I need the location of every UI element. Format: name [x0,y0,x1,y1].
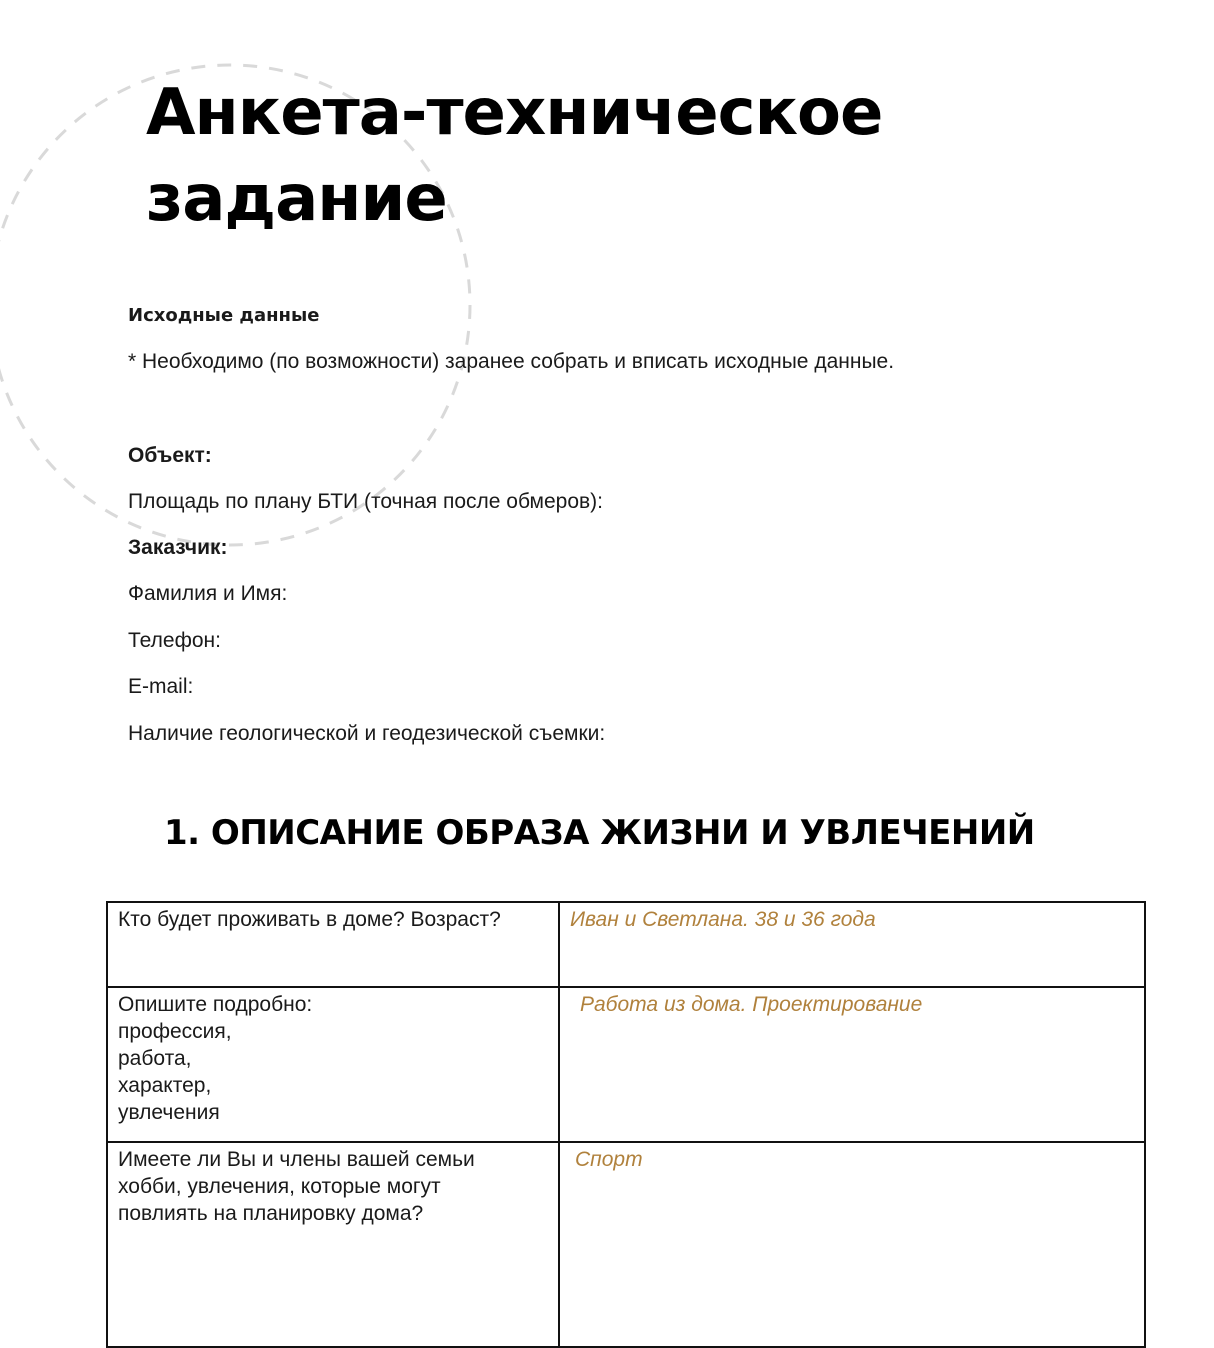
question-cell [107,1142,559,1347]
customer-email-field: E-mail: [128,675,194,698]
survey-field: Наличие геологической и геодезической съемки: [128,722,606,745]
question-cell [107,987,559,1142]
question-line: повлиять на планировку дома? [118,1202,424,1225]
page-title [146,70,882,242]
object-area-field: Площадь по плану БТИ (точная после обмеров): [128,490,604,513]
table-row [107,1142,1145,1347]
question-line: Опишите подробно: [118,993,313,1016]
question-line: профессия, [118,1020,232,1043]
question-line: Кто будет проживать в доме? Возраст? [118,908,501,931]
answer-cell: Иван и Светлана. 38 и 36 года [559,902,1145,987]
intro-note: * Необходимо (по возможности) заранее собрать и вписать исходные данные. [128,350,895,373]
question-line: хобби, увлечения, которые могут [118,1175,441,1198]
section-1-heading: 1. ОПИСАНИЕ ОБРАЗА ЖИЗНИ И УВЛЕЧЕНИЙ [164,813,1035,853]
answer-cell: Работа из дома. Проектирование [559,987,1145,1142]
question-line: Имеете ли Вы и члены вашей семьи [118,1148,475,1171]
question-line: работа, [118,1047,192,1070]
table-row [107,987,1145,1142]
page-title-line-2: задание [146,162,447,236]
object-label: Объект: [128,444,212,467]
customer-label: Заказчик: [128,536,228,559]
customer-name-field: Фамилия и Имя: [128,582,288,605]
lifestyle-table [106,901,1146,1348]
question-cell [107,902,559,987]
customer-phone-field: Телефон: [128,629,221,652]
intro-heading: Исходные данные [128,305,320,326]
question-line: увлечения [118,1101,220,1124]
question-line: характер, [118,1074,212,1097]
answer-cell: Спорт [559,1142,1145,1347]
table-row [107,902,1145,987]
page-title-line-1: Анкета-техническое [146,76,883,150]
